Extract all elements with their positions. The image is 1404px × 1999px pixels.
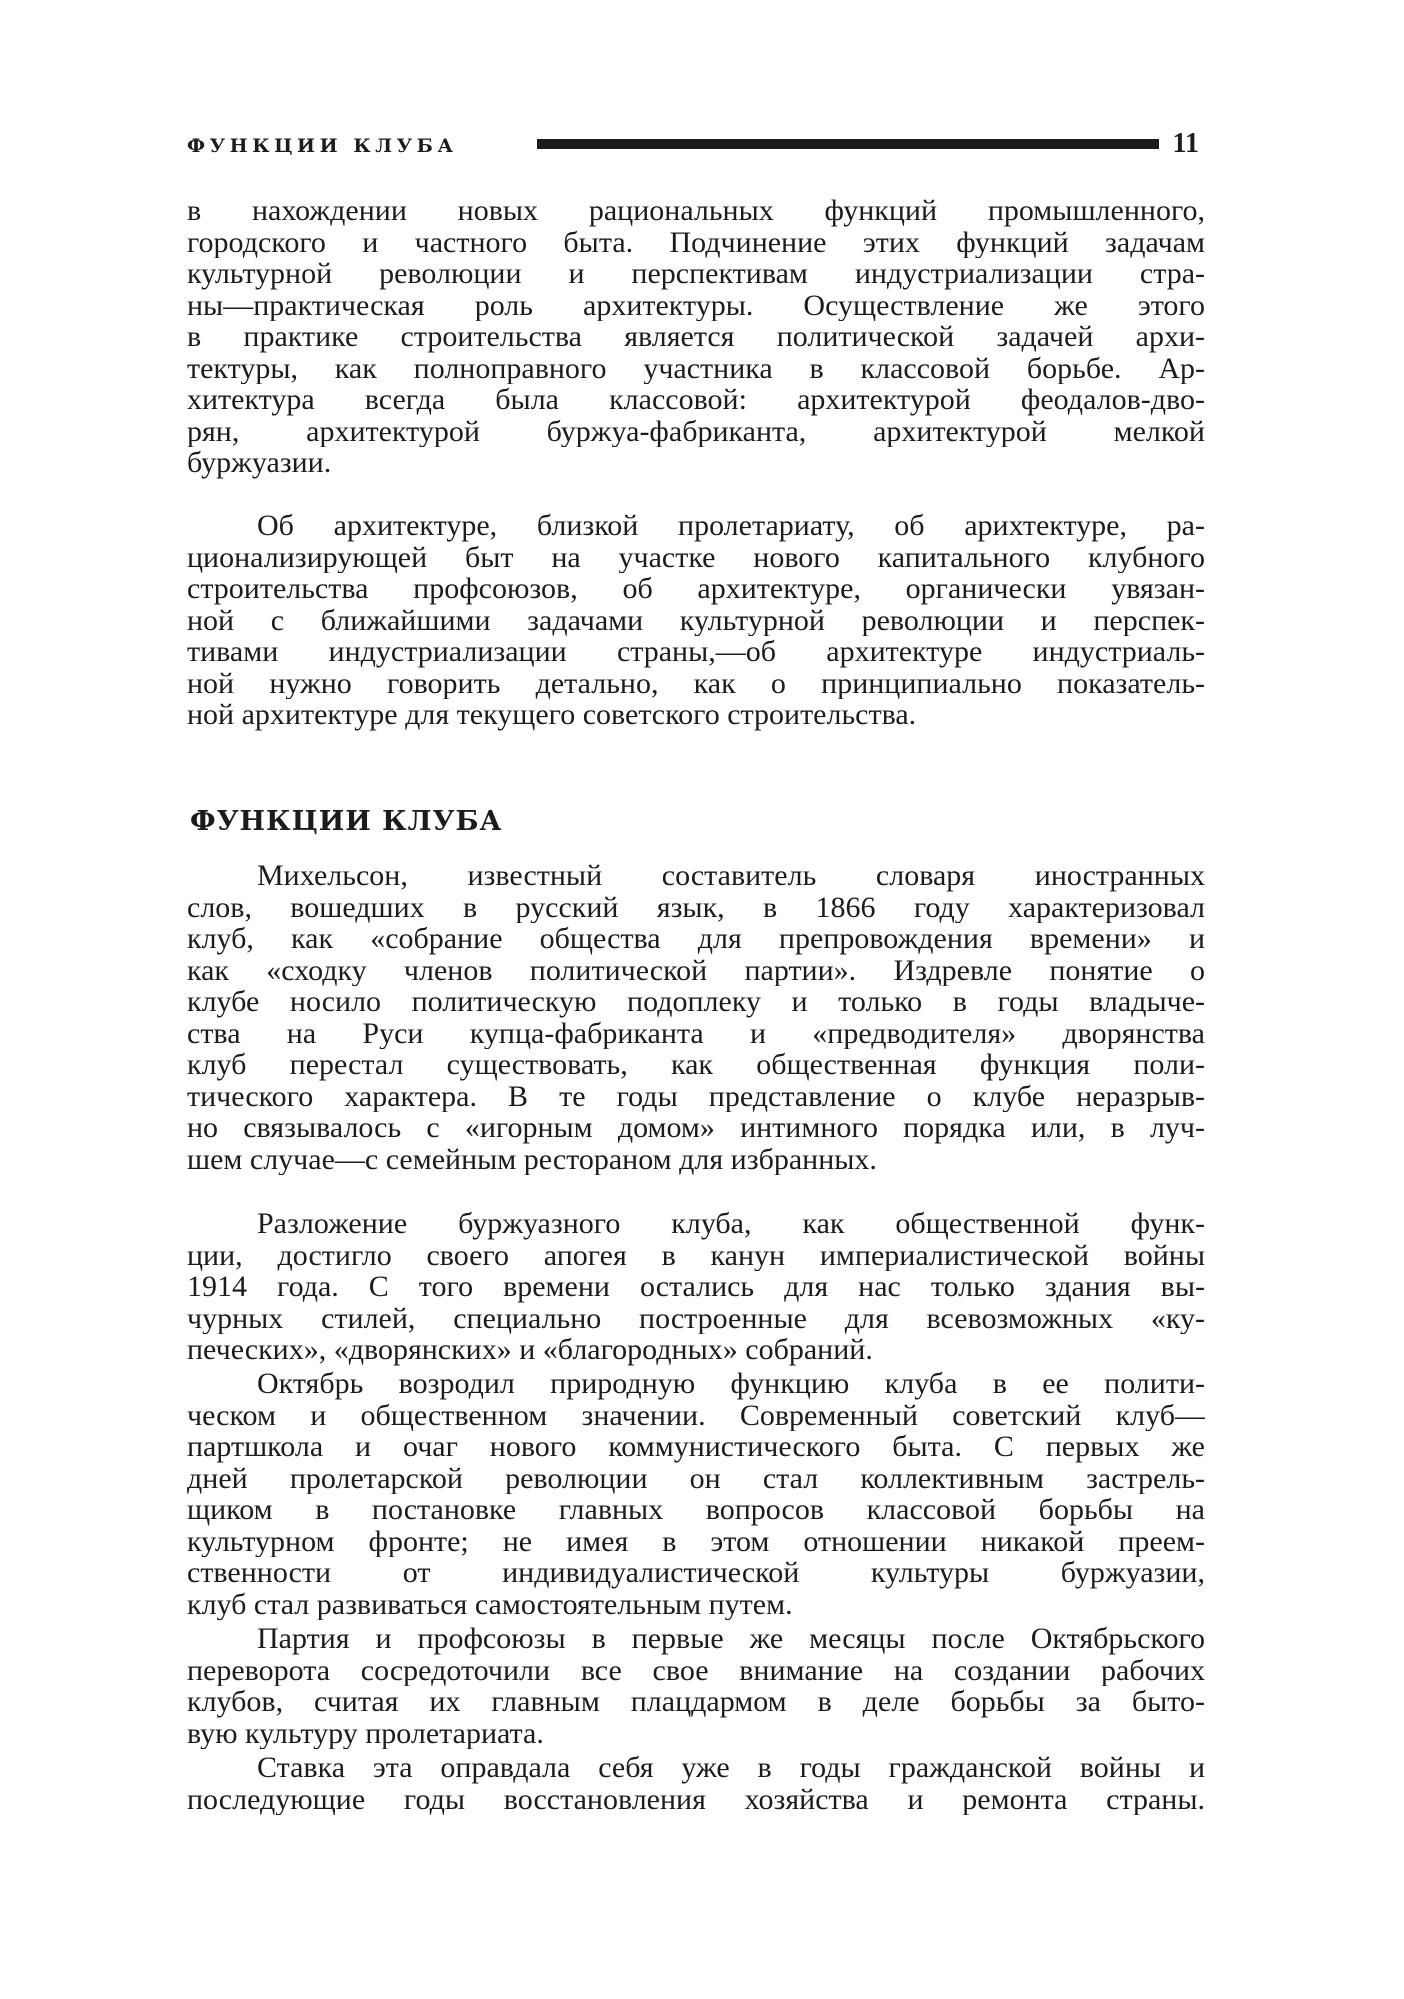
- text-line: 1914 года. С того времени остались для нас только здания вы-: [187, 1271, 1205, 1303]
- section-paragraph-5: [187, 1752, 1205, 1815]
- text-line: тектуры, как полноправного участника в классовой борьбе. Ар-: [187, 352, 1205, 384]
- section-paragraph-2: [187, 1208, 1205, 1366]
- text-line: дней пролетарской революции он стал коллективным застрель-: [187, 1462, 1205, 1494]
- text-line: ционализирующей быт на участке нового капитального клубного: [187, 541, 1205, 573]
- text-line: клуб перестал существовать, как общественная функция поли-: [187, 1049, 1205, 1081]
- text-line: тивами индустриализации страны,—об архитектуре индустриаль-: [187, 636, 1205, 668]
- text-line: щиком в постановке главных вопросов классовой борьбы на: [187, 1494, 1205, 1526]
- text-line: Об архитектуре, близкой пролетариату, об арихтектуре, ра-: [257, 510, 1205, 542]
- text-line: буржуазии.: [187, 447, 332, 479]
- text-line: Партия и профсоюзы в первые же месяцы после Октябрьского: [257, 1623, 1205, 1655]
- text-line: строительства профсоюзов, об архитектуре, органически увязан-: [187, 573, 1205, 605]
- text-line: Ставка эта оправдала себя уже в годы гражданской войны и: [257, 1752, 1205, 1784]
- text-line: клубе носило политическую подоплеку и только в годы владыче-: [187, 986, 1205, 1018]
- text-line: ной архитектуре для текущего советского строительства.: [187, 699, 917, 731]
- text-line: слов, вошедших в русский язык, в 1866 году характеризовал: [187, 891, 1205, 923]
- text-line: ны—практическая роль архитектуры. Осуществление же этого: [187, 289, 1205, 321]
- section-paragraph-4: [187, 1623, 1205, 1749]
- text-line: последующие годы восстановления хозяйства и ремонта страны.: [187, 1783, 1205, 1815]
- running-head: [187, 128, 1205, 168]
- section-paragraph-3: [187, 1368, 1205, 1620]
- text-line: ции, достигло своего апогея в канун империалистической войны: [187, 1239, 1205, 1271]
- text-line: но связывалось с «игорным домом» интимного порядка или, в луч-: [187, 1112, 1205, 1144]
- text-line: печеских», «дворянских» и «благородных» собраний.: [187, 1334, 873, 1366]
- running-head-rule: [537, 139, 1159, 149]
- text-line: тического характера. В те годы представление о клубе неразрыв-: [187, 1080, 1205, 1112]
- text-line: партшкола и очаг нового коммунистического быта. С первых же: [187, 1431, 1205, 1463]
- text-line: ной нужно говорить детально, как о принципиально показатель-: [187, 667, 1205, 699]
- text-line: в практике строительства является политической задачей архи-: [187, 321, 1205, 353]
- text-line: ной с ближайшими задачами культурной революции и перспек-: [187, 604, 1205, 636]
- text-line: культурной революции и перспективам индустриализации стра-: [187, 258, 1205, 290]
- text-line: хитектура всегда была классовой: архитектурой феодалов-дво-: [187, 384, 1205, 416]
- text-line: чурных стилей, специально построенные для всевозможных «ку-: [187, 1302, 1205, 1334]
- text-line: в нахождении новых рациональных функций промышленного,: [187, 195, 1205, 227]
- section-paragraph-1: [187, 860, 1205, 1175]
- section-heading: ФУНКЦИИ КЛУБА: [190, 806, 503, 837]
- text-line: клуб, как «собрание общества для препровождения времени» и: [187, 923, 1205, 955]
- text-line: шем случае—с семейным рестораном для избранных.: [187, 1143, 877, 1175]
- text-line: городского и частного быта. Подчинение этих функций задачам: [187, 226, 1205, 258]
- text-line: Октябрь возродил природную функцию клуба в ее полити-: [257, 1368, 1205, 1400]
- text-line: Михельсон, известный составитель словаря иностранных: [257, 860, 1205, 892]
- text-line: ческом и общественном значении. Современный советский клуб—: [187, 1399, 1205, 1431]
- text-line: рян, архитектурой буржуа-фабриканта, архитектурой мелкой: [187, 415, 1205, 447]
- text-line: как «сходку членов политической партии». Издревле понятие о: [187, 954, 1205, 986]
- page-number: 11: [1172, 128, 1199, 159]
- text-line: клуб стал развиваться самостоятельным путем.: [187, 1588, 793, 1620]
- intro-paragraph-2: [187, 510, 1205, 731]
- text-line: культурном фронте; не имея в этом отношении никакой преем-: [187, 1525, 1205, 1557]
- text-line: Разложение буржуазного клуба, как общественной функ-: [257, 1208, 1205, 1240]
- text-line: клубов, считая их главным плацдармом в деле борьбы за быто-: [187, 1686, 1205, 1718]
- text-line: ственности от индивидуалистической культуры буржуазии,: [187, 1557, 1205, 1589]
- text-line: переворота сосредоточили все свое внимание на создании рабочих: [187, 1654, 1205, 1686]
- text-line: ства на Руси купца-фабриканта и «предводителя» дворянства: [187, 1017, 1205, 1049]
- text-line: вую культуру пролетариата.: [187, 1717, 544, 1749]
- intro-paragraph-1: [187, 195, 1205, 479]
- running-title: ФУНКЦИИ КЛУБА: [187, 135, 458, 157]
